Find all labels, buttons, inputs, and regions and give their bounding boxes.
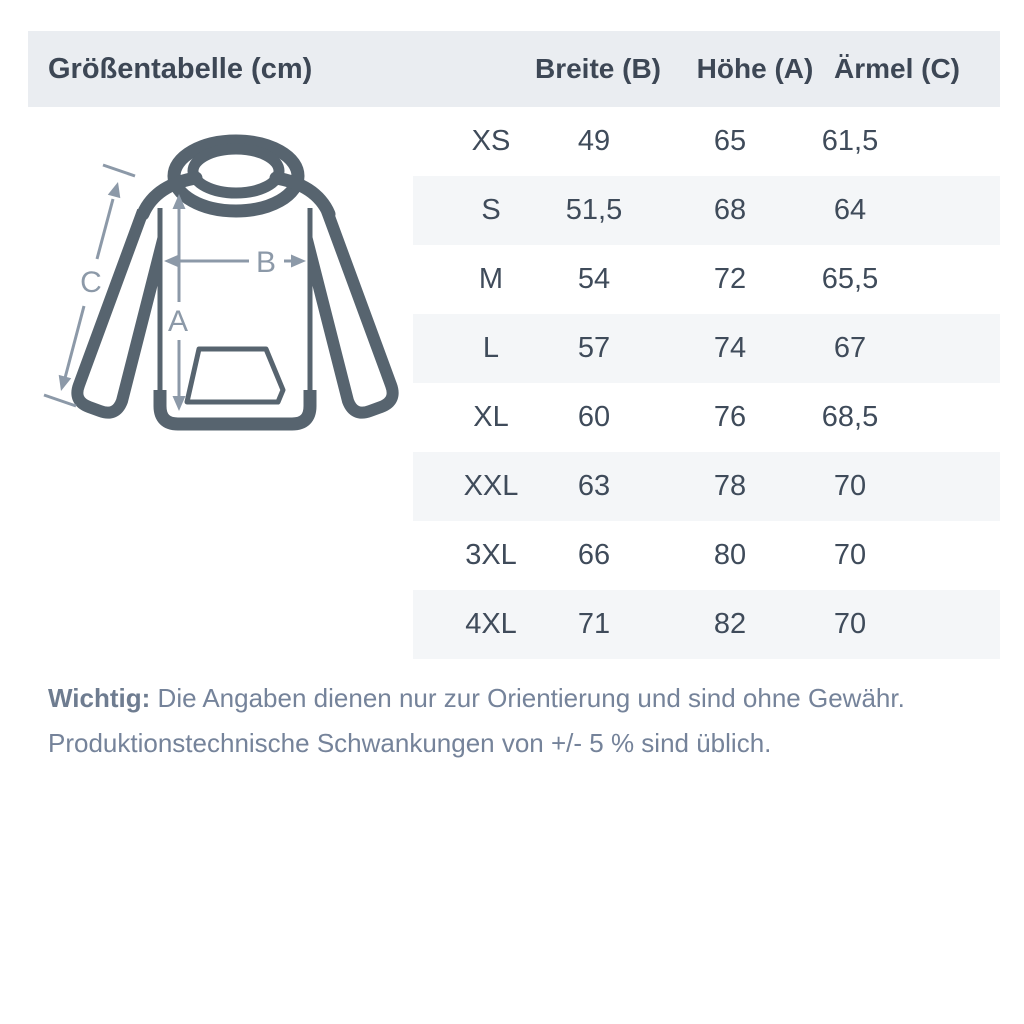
aermel-value: 64 [833, 194, 867, 226]
hood-inner-ring [193, 149, 279, 193]
measure-label-B: B [255, 246, 277, 279]
size-label: 4XL [465, 608, 517, 640]
breite-value: 63 [577, 470, 611, 502]
aermel-value: 61,5 [821, 125, 879, 157]
aermel-value: 70 [833, 470, 867, 502]
hoehe-value: 68 [713, 194, 747, 226]
hoodie-measurement-diagram [30, 118, 410, 448]
table-row-m [413, 245, 1000, 314]
arrowhead-C-top [108, 180, 124, 198]
size-label: S [481, 194, 501, 226]
measure-label-C: C [80, 266, 102, 299]
size-table [413, 107, 1000, 659]
hoodie-pocket [187, 349, 283, 402]
aermel-value: 68,5 [821, 401, 879, 433]
breite-value: 66 [577, 539, 611, 571]
table-header-bar [28, 31, 1000, 107]
hoodie-left-sleeve [77, 211, 165, 413]
hoehe-value: 78 [713, 470, 747, 502]
hoodie-right-sleeve [305, 211, 393, 413]
breite-value: 49 [577, 125, 611, 157]
aermel-value: 65,5 [821, 263, 879, 295]
table-row-xs [413, 107, 1000, 176]
aermel-value: 70 [833, 608, 867, 640]
column-header-hoehe: Höhe (A) [696, 53, 814, 84]
hoehe-value: 74 [713, 332, 747, 364]
column-header-breite: Breite (B) [534, 53, 662, 84]
table-row-4xl [413, 590, 1000, 659]
hoehe-value: 65 [713, 125, 747, 157]
disclaimer-line1: Die Angaben dienen nur zur Orientierung und sind ohne Gewähr. [150, 683, 905, 713]
breite-value: 60 [577, 401, 611, 433]
measure-line-C [97, 199, 113, 259]
hoehe-value: 76 [713, 401, 747, 433]
size-label: M [478, 263, 504, 295]
measure-tick-C-bottom [44, 395, 76, 406]
table-row-s [413, 176, 1000, 245]
size-label: 3XL [465, 539, 517, 571]
aermel-value: 70 [833, 539, 867, 571]
size-label: XS [471, 125, 511, 157]
hoehe-value: 82 [713, 608, 747, 640]
breite-value: 71 [577, 608, 611, 640]
hoehe-value: 80 [713, 539, 747, 571]
table-row-xxl [413, 452, 1000, 521]
breite-value: 57 [577, 332, 611, 364]
hoehe-value: 72 [713, 263, 747, 295]
table-row-xl [413, 383, 1000, 452]
arrowhead-C-bottom [55, 375, 71, 393]
breite-value: 51,5 [565, 194, 623, 226]
page-title: Größentabelle (cm) [48, 53, 313, 85]
measure-tick-C-top [103, 165, 135, 176]
measure-label-A: A [167, 305, 189, 338]
disclaimer-line2: Produktionstechnische Schwankungen von +/- 5 % sind üblich. [48, 728, 772, 758]
size-label: L [482, 332, 500, 364]
table-row-3xl [413, 521, 1000, 590]
column-header-aermel: Ärmel (C) [833, 53, 961, 84]
table-row-l [413, 314, 1000, 383]
disclaimer-note [48, 676, 968, 766]
size-label: XL [473, 401, 509, 433]
aermel-value: 67 [833, 332, 867, 364]
size-label: XXL [463, 470, 519, 502]
breite-value: 54 [577, 263, 611, 295]
disclaimer-bold-label: Wichtig: [48, 683, 151, 713]
